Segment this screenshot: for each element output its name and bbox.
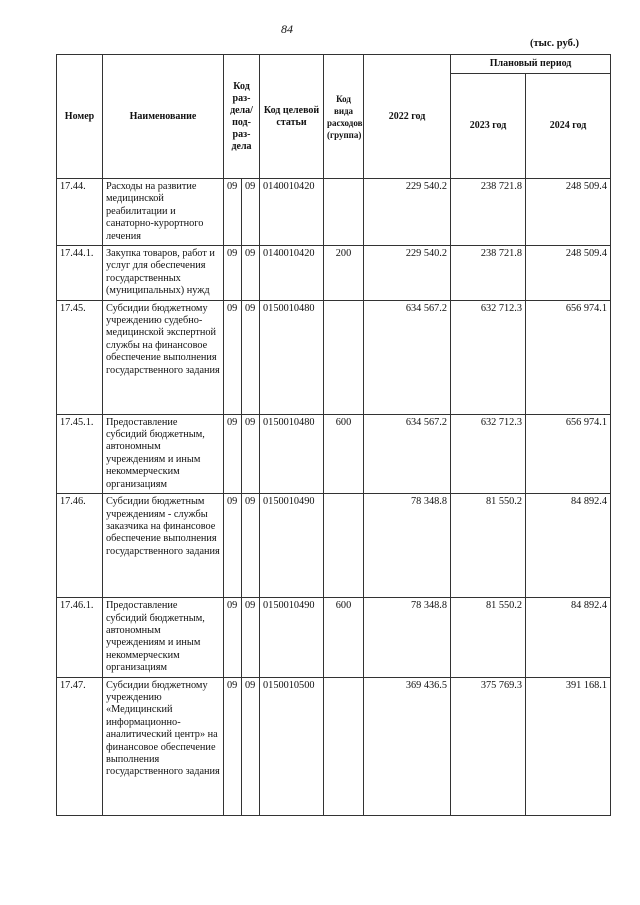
row-subsection: 09 [242, 414, 260, 493]
units-label: (тыс. руб.) [530, 38, 579, 49]
row-2024: 656 974.1 [526, 414, 611, 493]
table-row [57, 300, 611, 414]
row-number: 17.44. [57, 179, 103, 246]
row-2023: 632 712.3 [451, 414, 526, 493]
row-2023: 81 550.2 [451, 598, 526, 677]
row-2024: 248 509.4 [526, 179, 611, 246]
table-row [57, 179, 611, 246]
row-name: Закупка товаров, работ и услуг для обеспечения государственных (муниципальных) нужд [103, 246, 224, 301]
row-section: 09 [224, 598, 242, 677]
row-number: 17.45.1. [57, 414, 103, 493]
row-number: 17.46. [57, 494, 103, 598]
row-expense: 200 [324, 246, 364, 301]
row-subsection: 09 [242, 300, 260, 414]
table-row [57, 246, 611, 301]
row-expense [324, 179, 364, 246]
table-row [57, 598, 611, 677]
row-section: 09 [224, 494, 242, 598]
row-2023: 81 550.2 [451, 494, 526, 598]
row-section: 09 [224, 677, 242, 815]
header-planned-period: Плановый период [451, 55, 611, 74]
row-2022: 369 436.5 [364, 677, 451, 815]
row-2024: 656 974.1 [526, 300, 611, 414]
row-target: 0140010420 [260, 179, 324, 246]
row-name: Предоставление субсидий бюджетным, автономным учреждениям и иным некоммерческим организациям [103, 414, 224, 493]
row-2022: 78 348.8 [364, 598, 451, 677]
row-target: 0150010480 [260, 300, 324, 414]
row-target: 0140010420 [260, 246, 324, 301]
row-number: 17.45. [57, 300, 103, 414]
row-expense [324, 494, 364, 598]
row-2022: 229 540.2 [364, 179, 451, 246]
row-subsection: 09 [242, 179, 260, 246]
table-header-row [57, 55, 611, 74]
row-subsection: 09 [242, 598, 260, 677]
row-2023: 632 712.3 [451, 300, 526, 414]
row-subsection: 09 [242, 494, 260, 598]
header-section-code: Код раз-дела/ под-раз-дела [224, 55, 260, 179]
row-2023: 238 721.8 [451, 246, 526, 301]
row-name: Предоставление субсидий бюджетным, автономным учреждениям и иным некоммерческим организациям [103, 598, 224, 677]
row-number: 17.46.1. [57, 598, 103, 677]
header-2024: 2024 год [526, 74, 611, 179]
row-expense: 600 [324, 414, 364, 493]
row-2023: 238 721.8 [451, 179, 526, 246]
row-target: 0150010490 [260, 598, 324, 677]
header-2022: 2022 год [364, 55, 451, 179]
row-2022: 634 567.2 [364, 300, 451, 414]
row-target: 0150010500 [260, 677, 324, 815]
row-2024: 84 892.4 [526, 598, 611, 677]
page-number: 84 [281, 22, 293, 36]
row-2022: 229 540.2 [364, 246, 451, 301]
header-expense-code: Код вида расходов (группа) [324, 55, 364, 179]
table-row [57, 677, 611, 815]
row-subsection: 09 [242, 246, 260, 301]
row-2022: 78 348.8 [364, 494, 451, 598]
row-section: 09 [224, 246, 242, 301]
table-row [57, 494, 611, 598]
row-target: 0150010480 [260, 414, 324, 493]
row-2024: 248 509.4 [526, 246, 611, 301]
row-2022: 634 567.2 [364, 414, 451, 493]
header-target-code: Код целевой статьи [260, 55, 324, 179]
row-number: 17.47. [57, 677, 103, 815]
row-2024: 391 168.1 [526, 677, 611, 815]
row-subsection: 09 [242, 677, 260, 815]
budget-table [56, 54, 611, 816]
row-name: Субсидии бюджетным учреждениям - службы заказчика на финансовое обеспечение выполнения государственного задания [103, 494, 224, 598]
row-target: 0150010490 [260, 494, 324, 598]
row-name: Субсидии бюджетному учреждению судебно-медицинской экспертной службы на финансовое обеспечение выполнения государственного задания [103, 300, 224, 414]
row-2024: 84 892.4 [526, 494, 611, 598]
header-name: Наименование [103, 55, 224, 179]
row-section: 09 [224, 179, 242, 246]
row-section: 09 [224, 414, 242, 493]
row-section: 09 [224, 300, 242, 414]
table-row [57, 414, 611, 493]
row-expense: 600 [324, 598, 364, 677]
header-2023: 2023 год [451, 74, 526, 179]
header-number: Номер [57, 55, 103, 179]
row-name: Расходы на развитие медицинской реабилитации и санаторно-курортного лечения [103, 179, 224, 246]
row-expense [324, 300, 364, 414]
row-2023: 375 769.3 [451, 677, 526, 815]
row-expense [324, 677, 364, 815]
row-name: Субсидии бюджетному учреждению «Медицинский информационно-аналитический центр» на финансовое обеспечение выполнения государственного задания [103, 677, 224, 815]
row-number: 17.44.1. [57, 246, 103, 301]
